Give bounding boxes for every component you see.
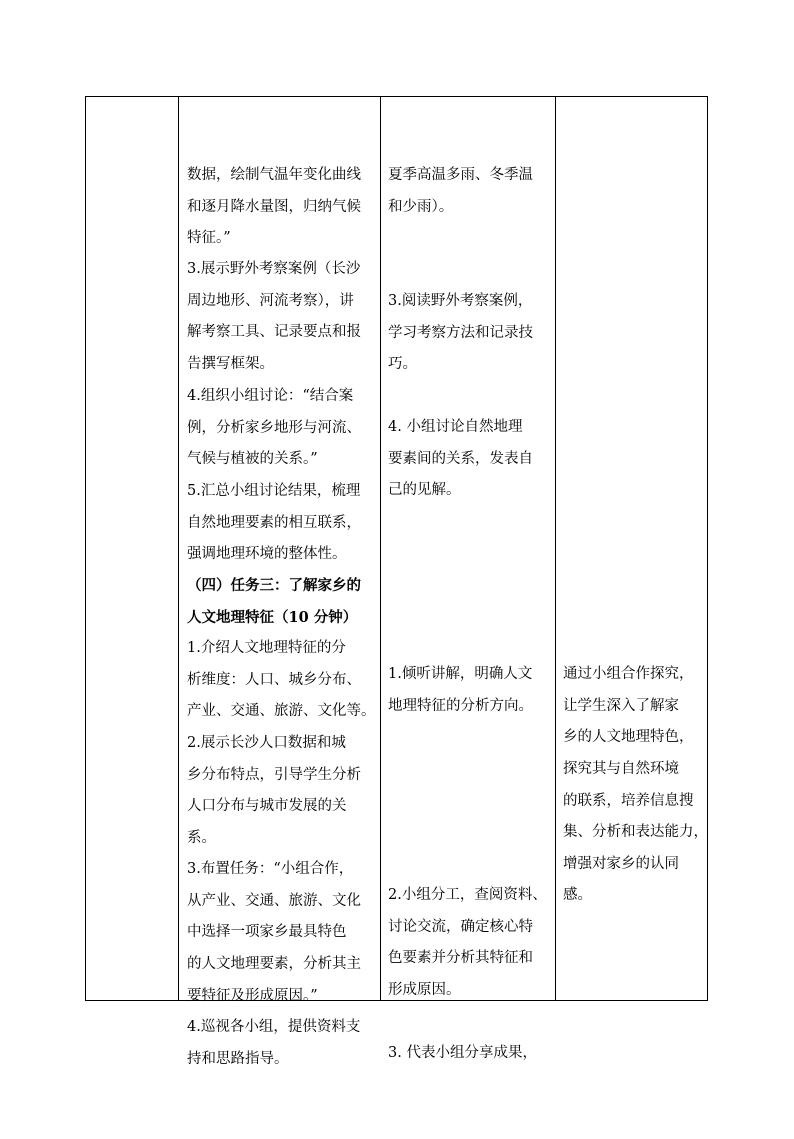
paragraph: 4. 小组讨论自然地理 要素间的关系，发表自 己的见解。 <box>388 419 533 499</box>
paragraph: 3. 代表小组分享成果， <box>388 1045 537 1062</box>
paragraph: 夏季高温多雨、冬季温 和少雨）。 <box>388 167 533 215</box>
paragraph: 3.展示野外考察案例（长沙 周边地形、河流考察），讲 解考察工具、记录要点和报 告撰写框架。 <box>187 261 361 372</box>
paragraph: 3.阅读野外考察案例， 学习考察方法和记录技 巧。 <box>388 293 533 373</box>
design-intent-column <box>556 97 708 1000</box>
lesson-plan-table <box>85 96 708 1067</box>
paragraph: 1.倾听讲解，明确人文 地理特征的分析方向。 <box>388 666 533 714</box>
paragraph: 4.巡视各小组，提供资料支 持和思路指导。 <box>187 1019 361 1067</box>
paragraph: 1.介绍人文地理特征的分 析维度：人口、城乡分布、 产业、交通、旅游、文化等。 <box>187 640 376 720</box>
paragraph: 3.布置任务：“小组合作， 从产业、交通、旅游、文化 中选择一项家乡最具特色 的人文地理要素，分析其主 要特征及形成原因。” <box>187 861 361 1004</box>
paragraph: 2.小组分工，查阅资料、 讨论交流，确定核心特 色要素并分析其特征和 形成原因。 <box>388 887 547 998</box>
paragraph: 通过小组合作探究， 让学生深入了解家 乡的人文地理特色， 探究其与自然环境 的联系，培养信息搜 集、分析和表达能力， 增强对家乡的认同 感。 <box>563 666 708 904</box>
section-heading: （四）任务三：了解家乡的 人文地理特征（10 分钟） <box>187 577 361 626</box>
paragraph: 数据，绘制气温年变化曲线 和逐月降水量图，归纳气候 特征。” <box>187 167 361 247</box>
paragraph: 4.组织小组讨论：“结合案 例，分析家乡地形与河流、 气候与植被的关系。” <box>187 388 361 468</box>
table-column-empty <box>86 97 179 1000</box>
paragraph: 2.展示长沙人口数据和城 乡分布特点，引导学生分析 人口分布与城市发展的关 系。 <box>187 735 361 846</box>
teacher-activity-column <box>179 97 381 1067</box>
paragraph: 5.汇总小组讨论结果，梳理 自然地理要素的相互联系， 强调地理环境的整体性。 <box>187 483 361 563</box>
student-activity-column <box>381 97 556 1062</box>
